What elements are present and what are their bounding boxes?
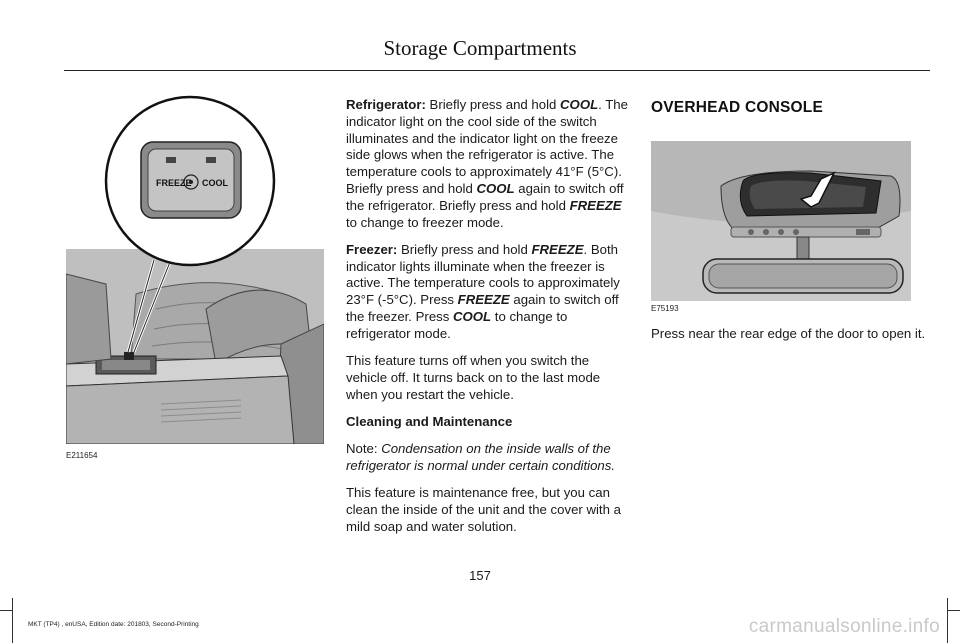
- refrigerator-paragraph: [346, 97, 632, 231]
- crop-mark: [948, 610, 960, 611]
- switch-cool-label: COOL: [202, 178, 228, 188]
- crop-mark: [0, 610, 12, 611]
- text-run: to change to refrigerator mode.: [346, 309, 568, 341]
- refrigerator-illustration: [66, 94, 324, 444]
- crop-mark: [947, 598, 948, 643]
- freezer-paragraph: [346, 242, 632, 343]
- figure-id-right: E75193: [651, 304, 679, 313]
- text-run: Briefly press and hold: [425, 97, 561, 112]
- switch-freeze-label: FREEZE: [156, 178, 192, 188]
- figure-id-left: E211654: [66, 451, 98, 460]
- keyword-freeze: FREEZE: [569, 197, 622, 213]
- cleaning-heading-text: Cleaning and Maintenance: [346, 414, 513, 430]
- refrigerator-lead: Refrigerator:: [346, 97, 426, 112]
- watermark: carmanualsonline.info: [748, 616, 940, 637]
- overhead-instruction: Press near the rear edge of the door to open it.: [651, 326, 926, 341]
- cleaning-heading: [346, 414, 632, 431]
- overhead-console-drawing: [651, 141, 911, 301]
- keyword-freeze: FREEZE: [531, 241, 584, 257]
- right-column: [651, 326, 933, 353]
- text-run: . Both indicator lights illuminate when the freezer is active. The temperature cools to approximately 23°F (-5°C). Press: [346, 241, 620, 308]
- freezer-lead: Freezer:: [346, 241, 398, 257]
- section-heading: OVERHEAD CONSOLE: [651, 99, 823, 116]
- note-lead: Note:: [346, 441, 378, 457]
- note-text: Condensation on the inside walls of the refrigerator is normal under certain conditions.: [346, 441, 616, 474]
- footer-edition: MKT (TP4) , enUSA, Edition date: 201803, Second-Printing: [28, 621, 199, 628]
- keyword-cool: COOL: [453, 309, 492, 325]
- text-run: . The indicator light on the cool side of the switch illuminates and the indicator light on the freeze side glows when the refrigerator is active. The temperature cools to approximately 41°F (5°C). Briefly press and hold: [346, 97, 628, 196]
- maintenance-paragraph: This feature is maintenance free, but you can clean the inside of the unit and the cover with a mild soap and water solution.: [346, 485, 621, 535]
- keyword-freeze: FREEZE: [457, 292, 510, 308]
- overhead-console-illustration: [651, 141, 911, 301]
- refrigerator-drawing: [66, 94, 324, 444]
- text-run: Briefly press and hold: [397, 241, 532, 257]
- crop-mark: [12, 598, 13, 643]
- keyword-cool: COOL: [560, 97, 599, 112]
- note-paragraph: [346, 441, 632, 475]
- page-title: Storage Compartments: [383, 36, 577, 60]
- text-run: again to switch off the refrigerator. Briefly press and hold: [346, 180, 624, 213]
- text-run: again to switch off the freezer. Press: [346, 292, 619, 325]
- header-rule: [64, 70, 930, 71]
- middle-column: [346, 97, 632, 546]
- keyword-cool: COOL: [476, 180, 515, 196]
- page-number: 157: [469, 568, 491, 583]
- feature-off-paragraph: This feature turns off when you switch the vehicle off. It turns back on to the last mode when you restart the vehicle.: [346, 353, 601, 402]
- text-run: to change to freezer mode.: [346, 214, 504, 230]
